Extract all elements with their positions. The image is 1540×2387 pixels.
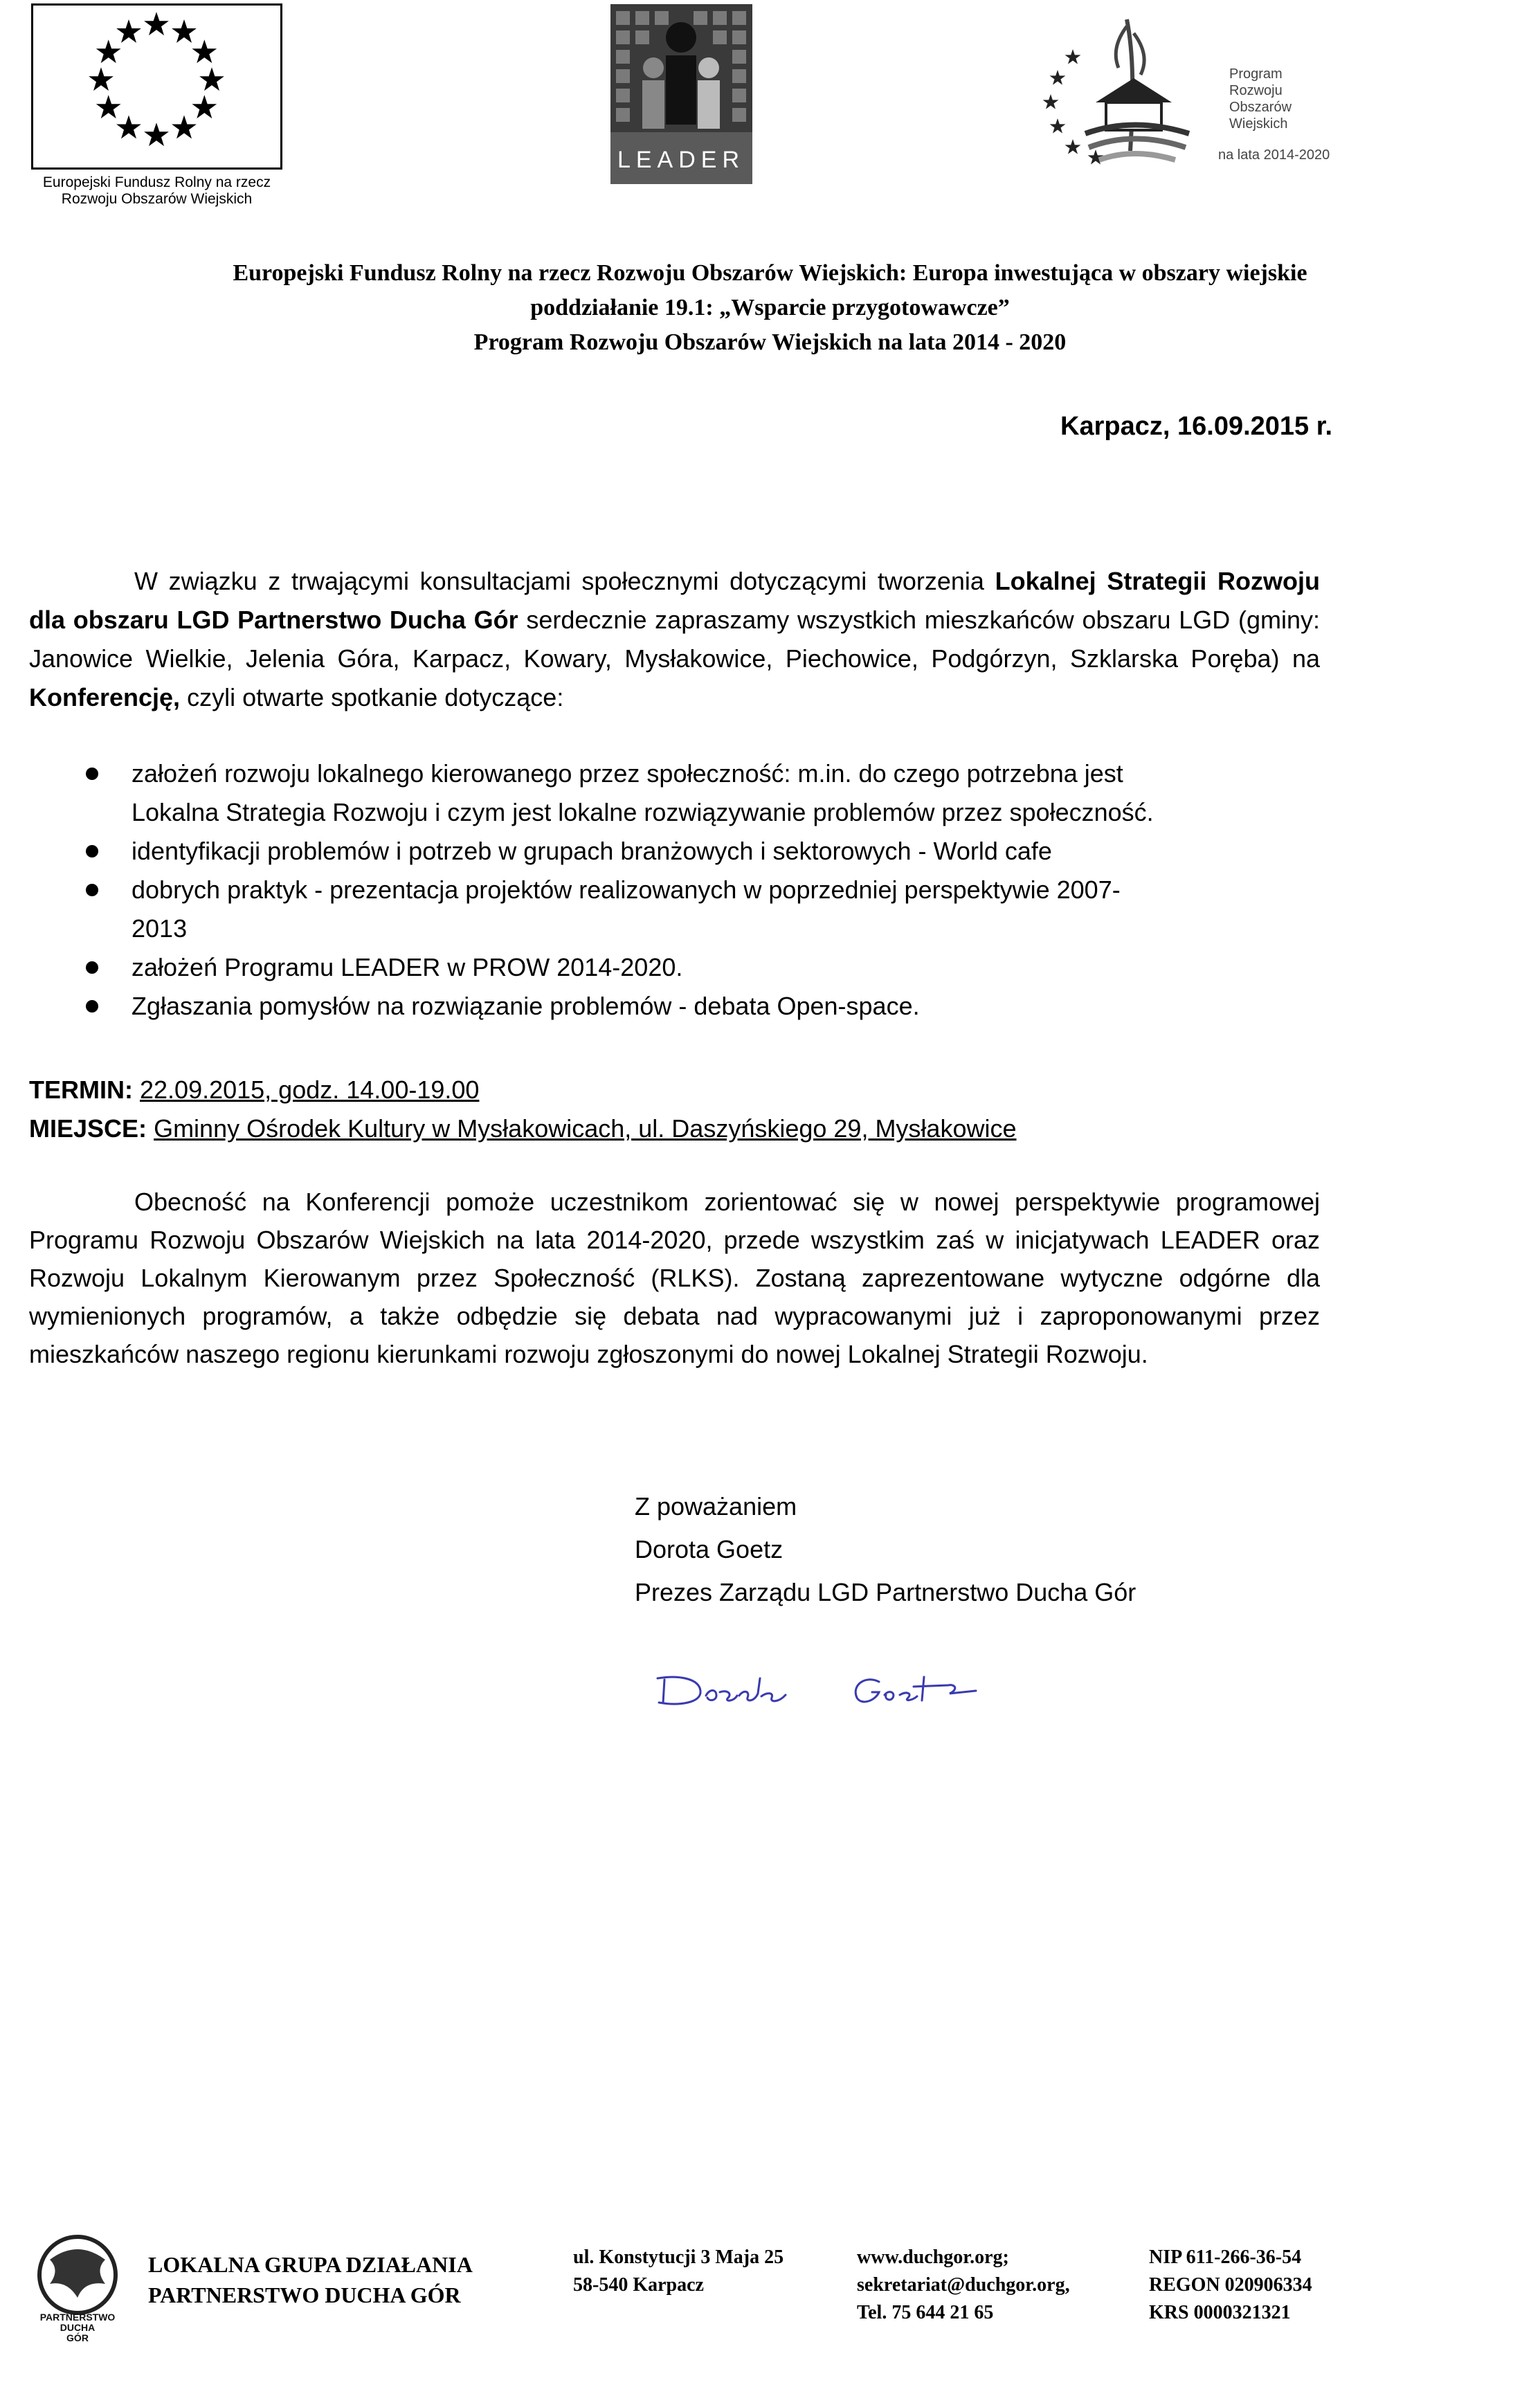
bullet-icon — [86, 768, 98, 780]
header-line-1: Europejski Fundusz Rolny na rzecz Rozwoju Obszarów Wiejskich: Europa inwestująca w obszary wiejskie — [233, 260, 1307, 286]
termin-value: 22.09.2015, godz. 14.00-19.00 — [140, 1075, 480, 1104]
sign-greeting: Z poważaniem — [635, 1492, 797, 1521]
list-item — [29, 987, 1303, 1026]
footer-email-link[interactable]: sekretariat@duchgor.org, — [857, 2274, 1070, 2296]
eu-caption — [31, 174, 282, 208]
footer-krs: KRS 0000321321 — [1149, 2302, 1291, 2323]
footer-contact — [857, 2244, 1070, 2327]
bullet-icon — [86, 1000, 98, 1013]
footer-organization — [148, 2249, 473, 2310]
footer-logo — [29, 2232, 126, 2343]
termin-label: TERMIN: — [29, 1075, 133, 1104]
event-date — [29, 1071, 479, 1109]
list-item — [29, 871, 1303, 948]
eu-star-icon — [199, 67, 224, 91]
list-item-line: założeń rozwoju lokalnego kierowanego przez społeczność: m.in. do czego potrzebna jest — [132, 759, 1123, 788]
topic-list — [29, 754, 1303, 1026]
document-date: Karpacz, 16.09.2015 r. — [1060, 412, 1332, 441]
header-line-2: poddziałanie 19.1: „Wsparcie przygotowawcze” — [530, 295, 1010, 320]
bullet-icon — [86, 845, 98, 857]
list-item-line: Zgłaszania pomysłów na rozwiązanie problemów - debata Open-space. — [132, 992, 920, 1020]
footer-city: 58-540 Karpacz — [573, 2274, 704, 2296]
header-line-3: Program Rozwoju Obszarów Wiejskich na lata 2014 - 2020 — [473, 329, 1067, 355]
eu-star-icon — [144, 12, 169, 35]
footer-address — [573, 2244, 783, 2299]
eu-star-icon — [89, 67, 114, 91]
footer-org-line: LOKALNA GRUPA DZIAŁANIA — [148, 2252, 473, 2277]
sign-off — [635, 1485, 1136, 1614]
prow-logo-line: Wiejskich — [1229, 116, 1288, 131]
intro-paragraph — [29, 562, 1320, 717]
event-location — [29, 1109, 1017, 1148]
footer-website-link[interactable]: www.duchgor.org; — [857, 2247, 1009, 2268]
list-item — [29, 754, 1303, 832]
intro-conference: Konferencję, — [29, 683, 181, 711]
bullet-icon — [86, 961, 98, 974]
prow-logo-line: Program — [1229, 66, 1283, 82]
footer-logo-text: PARTNERSTWO — [39, 2312, 116, 2323]
prow-logo-line: Rozwoju — [1229, 83, 1283, 98]
bullet-icon — [86, 884, 98, 896]
list-item-line: 2013 — [132, 914, 188, 943]
eu-caption-line: Europejski Fundusz Rolny na rzecz — [42, 174, 271, 190]
eu-star-icon — [116, 19, 141, 43]
list-item — [29, 832, 1303, 871]
eu-star-icon — [96, 39, 121, 63]
eu-star-icon — [172, 19, 197, 43]
eu-star-icon — [192, 39, 217, 63]
footer-org-line: PARTNERSTWO DUCHA GÓR — [148, 2282, 461, 2307]
closing-text: Obecność na Konferencji pomoże uczestnikom zorientować się w nowej perspektywie programowej Programu Rozwoju Obszarów Wiejskich na lata 2014-2020, przede wszystkim zaś w inicjatywach LEADER oraz Rozwoju Lokalnym Kierowanym przez Społeczność (RLKS). Zostaną zaprezentowane wytyczne odgórne dla wymienionych programów, a także odbędzie się debata nad wypracowanymi już i zaproponowanymi przez mieszkańców naszego regionu kierunkami rozwoju zgłoszonymi do nowej Lokalnej Strategii Rozwoju. — [29, 1188, 1320, 1368]
miejsce-value: Gminny Ośrodek Kultury w Mysłakowicach, ul. Daszyńskiego 29, Mysłakowice — [154, 1114, 1017, 1143]
eu-star-icon — [172, 116, 197, 139]
document-header — [0, 256, 1540, 360]
intro-text-3: czyli otwarte spotkanie dotyczące: — [180, 683, 564, 711]
eu-flag-logo — [31, 3, 282, 170]
list-item-line: identyfikacji problemów i potrzeb w grupach branżowych i sektorowych - World cafe — [132, 837, 1052, 865]
eu-star-icon — [116, 116, 141, 139]
prow-logo-line: Obszarów — [1229, 100, 1292, 115]
intro-text-2: serdecznie zapraszamy wszystkich mieszkańców obszaru LGD (gminy: Janowice Wielkie, Jelenia Góra, Karpacz, Kowary, Mysłakowice, Piechowice, Podgórzyn, Szklarska Poręba) na — [29, 606, 1321, 673]
eu-stars-icon — [33, 6, 280, 167]
intro-strategy-name: Lokalnej Strategii Rozwoju dla obszaru LGD Partnerstwo Ducha Gór — [29, 567, 1320, 634]
list-item — [29, 948, 1303, 987]
handwritten-signature — [651, 1664, 1038, 1720]
intro-text-1: W związku z trwającymi konsultacjami społecznymi dotyczącymi tworzenia — [134, 567, 995, 595]
list-item-line: dobrych praktyk - prezentacja projektów realizowanych w poprzedniej perspektywie 2007- — [132, 875, 1121, 904]
eu-star-icon — [192, 95, 217, 118]
sign-name: Dorota Goetz — [635, 1535, 783, 1563]
list-item-line: Lokalna Strategia Rozwoju i czym jest lokalne rozwiązywanie problemów przez społeczność. — [132, 798, 1154, 826]
footer-nip: NIP 611-266-36-54 — [1149, 2247, 1302, 2268]
leader-logo-text: LEADER — [617, 147, 745, 173]
eu-caption-line: Rozwoju Obszarów Wiejskich — [61, 191, 253, 207]
footer-street: ul. Konstytucji 3 Maja 25 — [573, 2247, 784, 2268]
closing-paragraph — [29, 1183, 1320, 1373]
footer-registry — [1149, 2244, 1312, 2327]
footer-regon: REGON 020906334 — [1149, 2274, 1312, 2296]
eu-star-icon — [144, 122, 169, 146]
sign-role: Prezes Zarządu LGD Partnerstwo Ducha Gór — [635, 1578, 1136, 1606]
leader-logo — [610, 4, 752, 184]
footer-phone: Tel. 75 644 21 65 — [857, 2302, 994, 2323]
list-item-line: założeń Programu LEADER w PROW 2014-2020. — [132, 953, 683, 981]
prow-logo-text — [1229, 66, 1292, 132]
eu-star-icon — [96, 95, 121, 118]
prow-logo-years: na lata 2014-2020 — [1218, 147, 1330, 163]
footer-logo-text: GÓR — [66, 2332, 89, 2343]
miejsce-label: MIEJSCE: — [29, 1114, 147, 1143]
footer-logo-text: DUCHA — [60, 2322, 96, 2333]
